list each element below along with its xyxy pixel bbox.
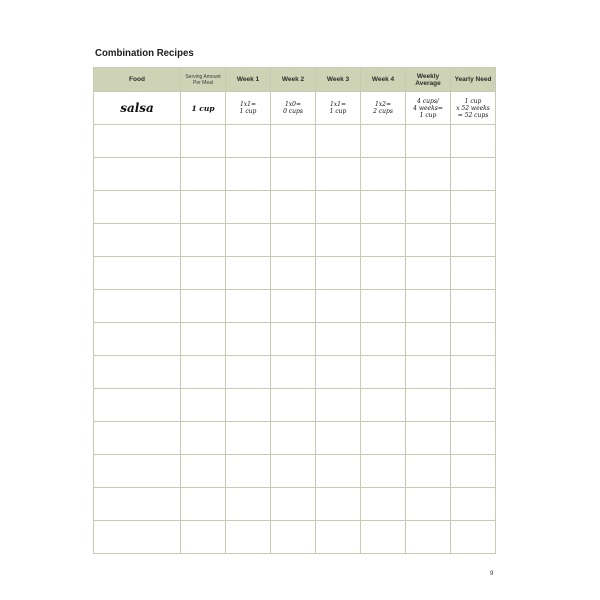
table-cell[interactable] — [94, 191, 181, 224]
table-row — [94, 224, 496, 257]
table-row — [94, 158, 496, 191]
table-cell[interactable] — [316, 158, 361, 191]
table-cell[interactable] — [226, 521, 271, 554]
table-row — [94, 191, 496, 224]
table-cell[interactable] — [94, 488, 181, 521]
table-cell[interactable] — [316, 455, 361, 488]
table-cell[interactable] — [271, 356, 316, 389]
table-cell[interactable] — [94, 323, 181, 356]
combination-recipes-table — [93, 67, 496, 554]
example-food: salsa — [94, 92, 181, 125]
table-cell[interactable] — [181, 356, 226, 389]
table-cell[interactable] — [181, 488, 226, 521]
table-cell[interactable] — [226, 191, 271, 224]
table-cell[interactable] — [406, 257, 451, 290]
table-cell[interactable] — [226, 488, 271, 521]
table-cell[interactable] — [361, 224, 406, 257]
example-yearly-need: 1 cup x 52 weeks = 52 cups — [451, 92, 496, 125]
table-cell[interactable] — [226, 290, 271, 323]
table-cell[interactable] — [271, 191, 316, 224]
table-cell[interactable] — [406, 323, 451, 356]
header-row — [94, 68, 496, 92]
page-number: 9 — [490, 571, 494, 577]
table-row — [94, 356, 496, 389]
table-cell[interactable] — [271, 290, 316, 323]
table-cell[interactable] — [406, 290, 451, 323]
table-cell[interactable] — [181, 422, 226, 455]
table-row — [94, 422, 496, 455]
example-week-2: 1x0= 0 cups — [271, 92, 316, 125]
table-cell[interactable] — [316, 422, 361, 455]
header-serving-amount: Serving Amount Per Meal — [181, 68, 226, 92]
table-cell[interactable] — [226, 323, 271, 356]
table-cell[interactable] — [271, 125, 316, 158]
table-cell[interactable] — [94, 455, 181, 488]
table-cell[interactable] — [181, 224, 226, 257]
table-cell[interactable] — [181, 290, 226, 323]
table-cell[interactable] — [361, 488, 406, 521]
table-cell[interactable] — [226, 125, 271, 158]
example-week-4: 1x2= 2 cups — [361, 92, 406, 125]
table-cell[interactable] — [361, 158, 406, 191]
table-cell[interactable] — [271, 389, 316, 422]
table-cell[interactable] — [406, 488, 451, 521]
table-cell[interactable] — [316, 488, 361, 521]
table-cell[interactable] — [226, 422, 271, 455]
page-title: Combination Recipes — [95, 47, 194, 59]
table-cell[interactable] — [406, 422, 451, 455]
table-cell[interactable] — [451, 488, 496, 521]
table-cell[interactable] — [361, 323, 406, 356]
table-cell[interactable] — [271, 158, 316, 191]
table-cell[interactable] — [271, 488, 316, 521]
table-cell[interactable] — [94, 290, 181, 323]
table-row — [94, 125, 496, 158]
table-row — [94, 323, 496, 356]
table-cell[interactable] — [271, 323, 316, 356]
table-cell[interactable] — [271, 224, 316, 257]
table-cell[interactable] — [226, 356, 271, 389]
table-cell[interactable] — [406, 521, 451, 554]
table-cell[interactable] — [451, 125, 496, 158]
table-cell[interactable] — [361, 356, 406, 389]
table-cell[interactable] — [361, 257, 406, 290]
table-row — [94, 521, 496, 554]
table-cell[interactable] — [316, 224, 361, 257]
table-cell[interactable] — [451, 191, 496, 224]
table-cell[interactable] — [94, 257, 181, 290]
table-cell[interactable] — [361, 389, 406, 422]
example-row — [94, 92, 496, 125]
table-cell[interactable] — [94, 356, 181, 389]
table-cell[interactable] — [451, 158, 496, 191]
table-cell[interactable] — [361, 455, 406, 488]
table-cell[interactable] — [226, 257, 271, 290]
table-cell[interactable] — [316, 290, 361, 323]
table-cell[interactable] — [451, 521, 496, 554]
table-cell[interactable] — [361, 422, 406, 455]
table-cell[interactable] — [181, 257, 226, 290]
table-cell[interactable] — [181, 125, 226, 158]
example-week-1: 1x1= 1 cup — [226, 92, 271, 125]
table-cell[interactable] — [316, 257, 361, 290]
table-cell[interactable] — [406, 191, 451, 224]
header-week-4: Week 4 — [361, 68, 406, 92]
table-row — [94, 257, 496, 290]
header-week-1: Week 1 — [226, 68, 271, 92]
header-week-3: Week 3 — [316, 68, 361, 92]
table-cell[interactable] — [451, 356, 496, 389]
table-cell[interactable] — [361, 125, 406, 158]
table-cell[interactable] — [451, 422, 496, 455]
table-cell[interactable] — [361, 521, 406, 554]
table-cell[interactable] — [181, 455, 226, 488]
table-cell[interactable] — [271, 422, 316, 455]
table-row — [94, 389, 496, 422]
example-weekly-average: 4 cups/ 4 weeks= 1 cup — [406, 92, 451, 125]
table-cell[interactable] — [406, 158, 451, 191]
table-cell[interactable] — [181, 191, 226, 224]
header-yearly-need: Yearly Need — [451, 68, 496, 92]
table-cell[interactable] — [94, 422, 181, 455]
table-cell[interactable] — [226, 224, 271, 257]
example-serving: 1 cup — [181, 92, 226, 125]
table-cell[interactable] — [94, 125, 181, 158]
table-cell[interactable] — [361, 191, 406, 224]
table-cell[interactable] — [226, 455, 271, 488]
table-cell[interactable] — [181, 323, 226, 356]
table-cell[interactable] — [451, 257, 496, 290]
table-cell[interactable] — [406, 224, 451, 257]
table-cell[interactable] — [94, 521, 181, 554]
table-cell[interactable] — [226, 389, 271, 422]
table-cell[interactable] — [406, 125, 451, 158]
header-weekly-average: Weekly Average — [406, 68, 451, 92]
table-cell[interactable] — [451, 323, 496, 356]
table-cell[interactable] — [406, 455, 451, 488]
table-cell[interactable] — [316, 356, 361, 389]
table-row — [94, 290, 496, 323]
table-row — [94, 488, 496, 521]
table-cell[interactable] — [451, 455, 496, 488]
table-cell[interactable] — [316, 125, 361, 158]
table-row — [94, 455, 496, 488]
table-cell[interactable] — [361, 290, 406, 323]
table-cell[interactable] — [451, 224, 496, 257]
table-cell[interactable] — [316, 521, 361, 554]
table-cell[interactable] — [94, 389, 181, 422]
table-cell[interactable] — [181, 521, 226, 554]
table-cell[interactable] — [406, 389, 451, 422]
table-cell[interactable] — [451, 389, 496, 422]
table-cell[interactable] — [181, 158, 226, 191]
table-cell[interactable] — [316, 323, 361, 356]
header-food: Food — [94, 68, 181, 92]
table-cell[interactable] — [226, 158, 271, 191]
table-cell[interactable] — [181, 389, 226, 422]
header-week-2: Week 2 — [271, 68, 316, 92]
table-cell[interactable] — [271, 455, 316, 488]
table-cell[interactable] — [94, 158, 181, 191]
example-week-3: 1x1= 1 cup — [316, 92, 361, 125]
table-cell[interactable] — [316, 389, 361, 422]
table-cell[interactable] — [406, 356, 451, 389]
table-cell[interactable] — [451, 290, 496, 323]
table-cell[interactable] — [316, 191, 361, 224]
table-cell[interactable] — [271, 521, 316, 554]
table-cell[interactable] — [271, 257, 316, 290]
table-cell[interactable] — [94, 224, 181, 257]
